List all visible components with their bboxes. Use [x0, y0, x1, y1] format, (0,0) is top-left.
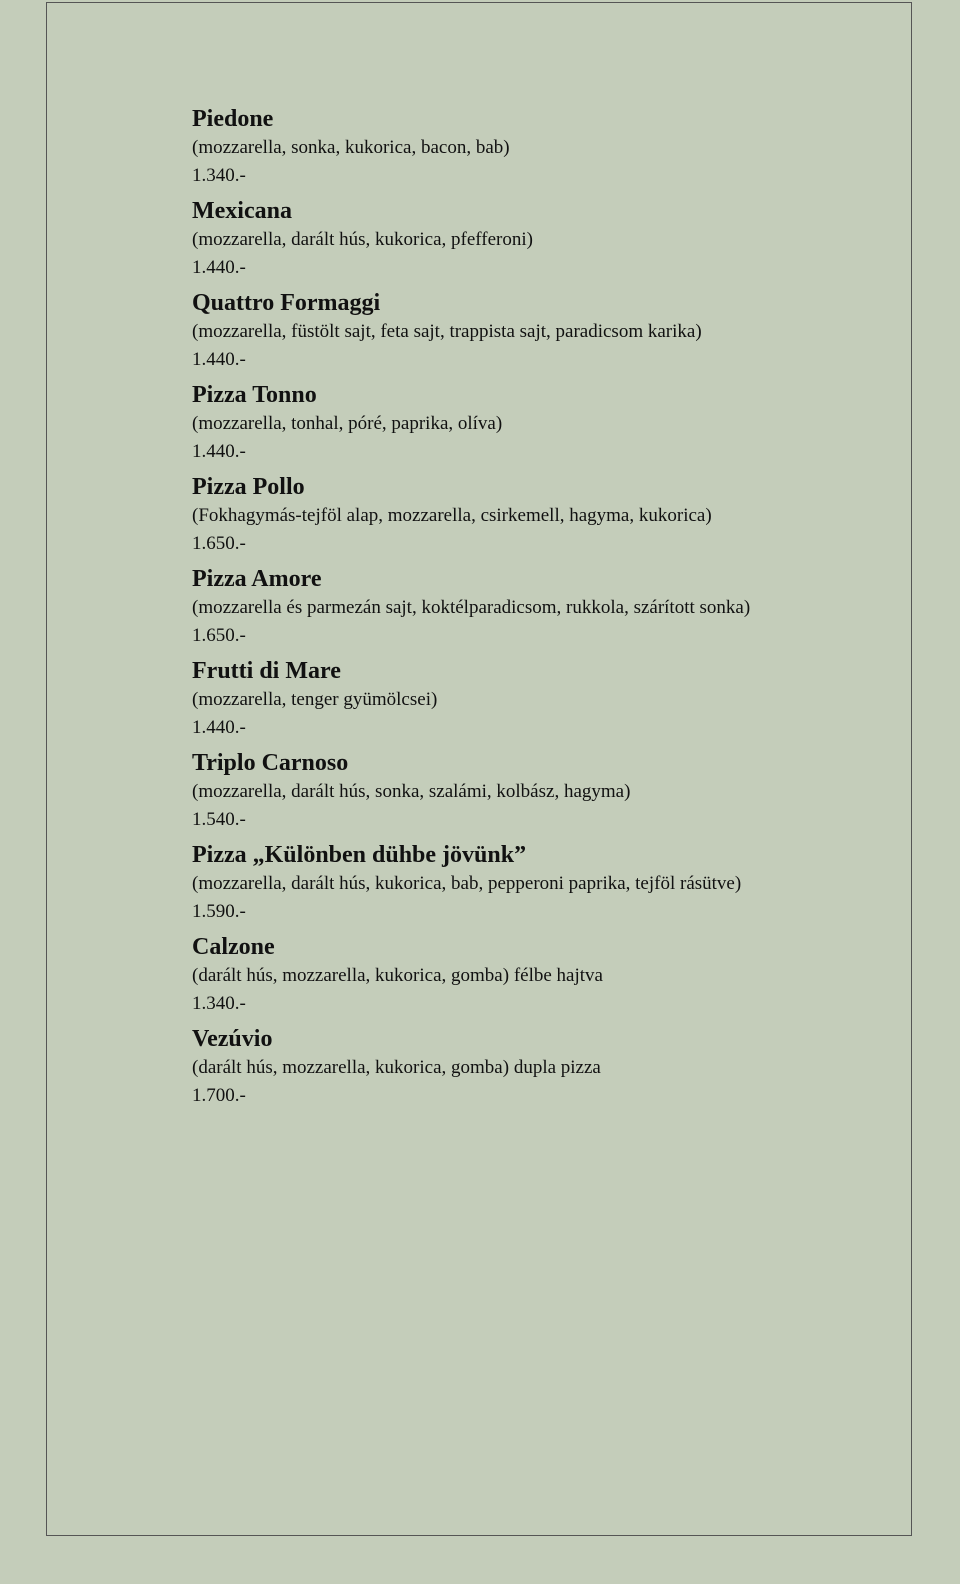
item-name: Mexicana	[192, 198, 292, 224]
item-name: Pizza Pollo	[192, 474, 305, 500]
item-price: 1.650.-	[192, 625, 246, 646]
menu-item	[192, 380, 812, 466]
item-name: Quattro Formaggi	[192, 290, 381, 316]
item-name: Piedone	[192, 106, 274, 132]
item-description: (mozzarella, tenger gyümölcsei)	[192, 689, 438, 710]
menu-item	[192, 840, 812, 926]
item-price: 1.700.-	[192, 1085, 246, 1106]
item-description: (mozzarella és parmezán sajt, koktélparadicsom, rukkola, szárított sonka)	[192, 597, 751, 618]
menu-item	[192, 288, 812, 374]
item-price: 1.440.-	[192, 257, 246, 278]
item-description: (mozzarella, darált hús, kukorica, pfefferoni)	[192, 229, 533, 250]
menu-item	[192, 656, 812, 742]
item-description: (mozzarella, darált hús, sonka, szalámi, kolbász, hagyma)	[192, 781, 631, 802]
item-description: (mozzarella, tonhal, póré, paprika, olíva)	[192, 413, 503, 434]
item-description: (darált hús, mozzarella, kukorica, gomba) félbe hajtva	[192, 965, 603, 986]
item-name: Triplo Carnoso	[192, 750, 349, 776]
item-description: (mozzarella, darált hús, kukorica, bab, pepperoni paprika, tejföl rásütve)	[192, 873, 742, 894]
item-description: (Fokhagymás-tejföl alap, mozzarella, csirkemell, hagyma, kukorica)	[192, 505, 712, 526]
pizza-menu-list	[192, 104, 812, 1116]
item-price: 1.590.-	[192, 901, 246, 922]
item-name: Pizza „Különben dühbe jövünk”	[192, 842, 527, 868]
item-name: Vezúvio	[192, 1026, 273, 1052]
item-price: 1.440.-	[192, 349, 246, 370]
menu-item	[192, 748, 812, 834]
menu-item	[192, 472, 812, 558]
item-description: (mozzarella, sonka, kukorica, bacon, bab)	[192, 137, 510, 158]
item-price: 1.440.-	[192, 441, 246, 462]
menu-item	[192, 1024, 812, 1110]
item-name: Frutti di Mare	[192, 658, 341, 684]
item-name: Pizza Tonno	[192, 382, 317, 408]
menu-item	[192, 196, 812, 282]
item-name: Calzone	[192, 934, 275, 960]
item-price: 1.340.-	[192, 165, 246, 186]
item-price: 1.340.-	[192, 993, 246, 1014]
item-name: Pizza Amore	[192, 566, 322, 592]
item-description: (mozzarella, füstölt sajt, feta sajt, trappista sajt, paradicsom karika)	[192, 321, 702, 342]
item-price: 1.440.-	[192, 717, 246, 738]
menu-item	[192, 564, 812, 650]
item-price: 1.540.-	[192, 809, 246, 830]
menu-item	[192, 932, 812, 1018]
menu-item	[192, 104, 812, 190]
item-price: 1.650.-	[192, 533, 246, 554]
item-description: (darált hús, mozzarella, kukorica, gomba) dupla pizza	[192, 1057, 601, 1078]
